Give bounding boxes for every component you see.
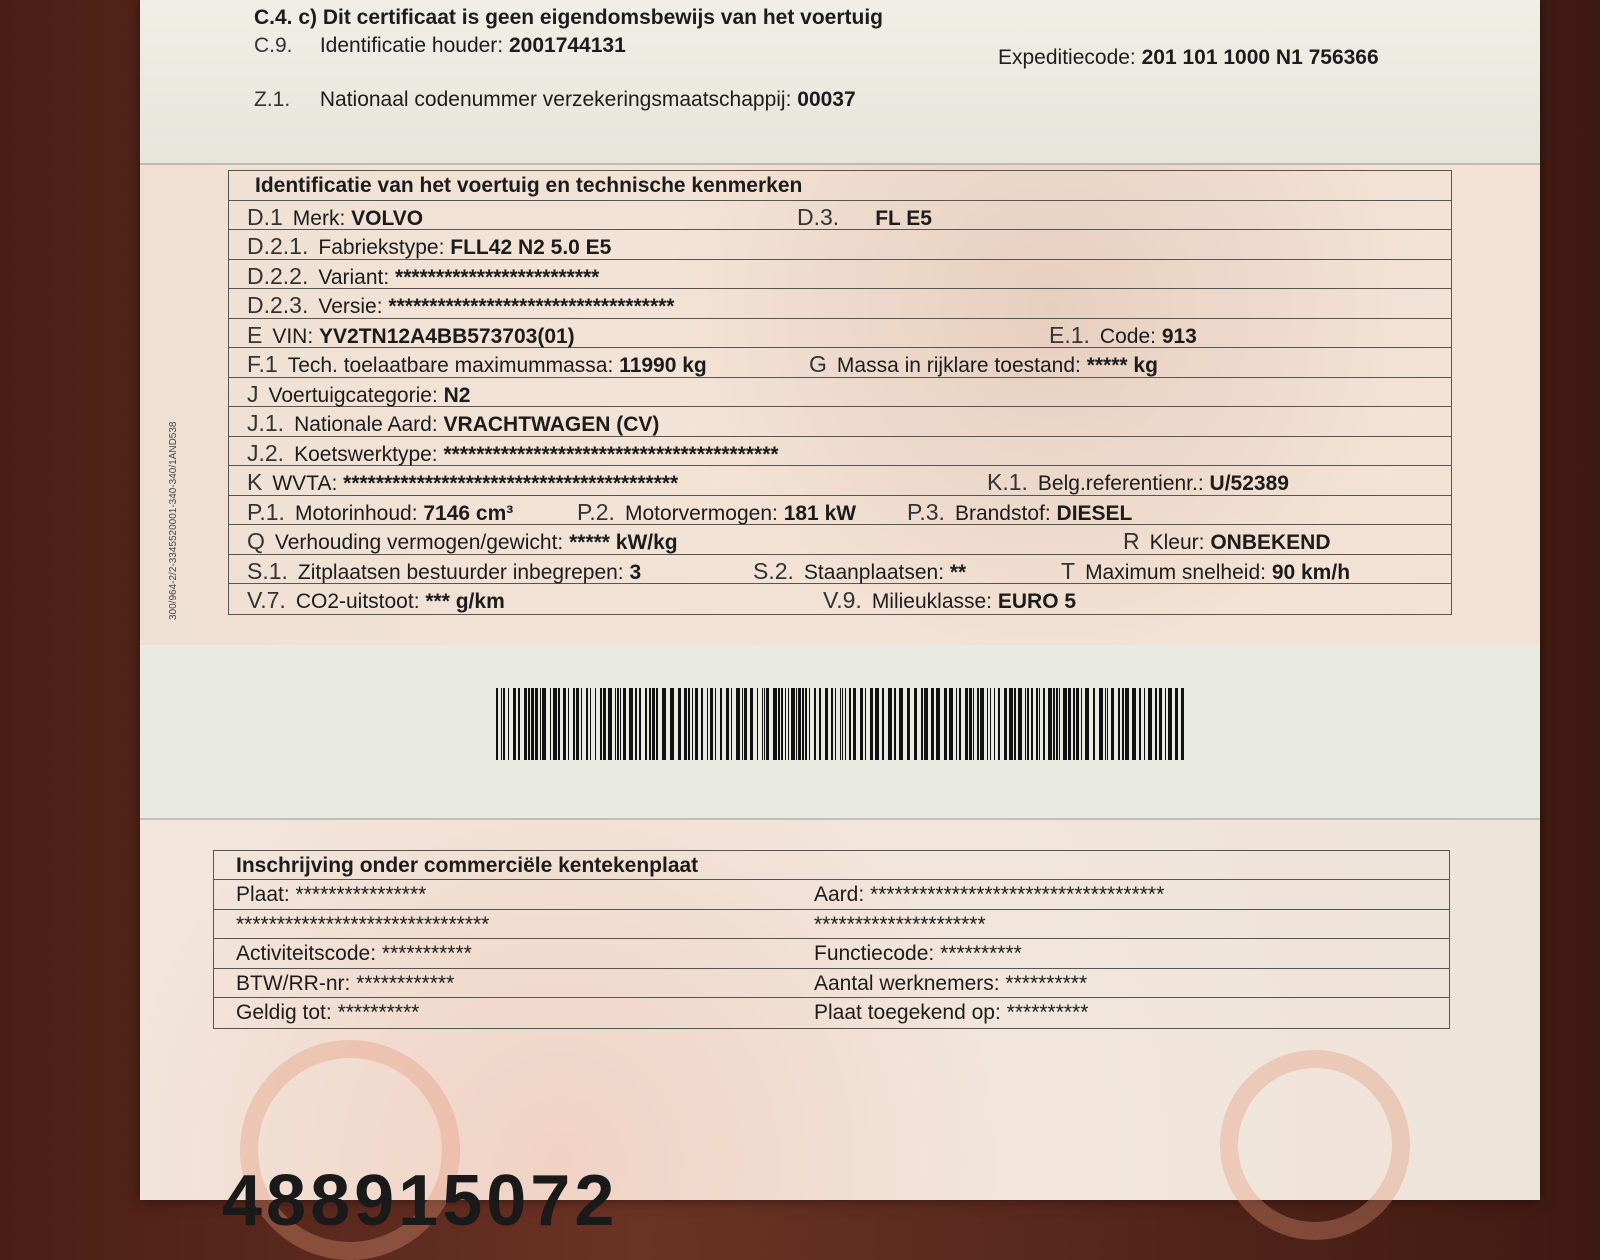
- d1-label: Merk:: [292, 206, 346, 230]
- barcode-bar: [802, 688, 804, 760]
- barcode-bar: [620, 688, 621, 760]
- barcode-bar: [977, 688, 979, 760]
- vin-value: YV2TN12A4BB573703(01): [319, 324, 575, 348]
- table-row: [229, 466, 1451, 496]
- barcode-bar: [1068, 688, 1071, 760]
- barcode-bar: [842, 688, 843, 760]
- barcode-bar: [528, 688, 530, 760]
- barcode-bar: [809, 688, 810, 760]
- barcode-bar: [615, 688, 616, 760]
- r-code: R: [1123, 528, 1140, 554]
- activiteit-value: ***********: [381, 942, 472, 965]
- barcode-bar: [688, 688, 690, 760]
- barcode-bar: [944, 688, 947, 760]
- barcode-bar: [608, 688, 612, 760]
- activiteit-label: Activiteitscode:: [236, 942, 377, 965]
- barcode-bar: [987, 688, 988, 760]
- row2-left-value: *******************************: [236, 912, 490, 936]
- p2-code: P.2.: [577, 498, 615, 525]
- barcode-bar: [524, 688, 527, 760]
- e1-code: E.1.: [1049, 321, 1090, 348]
- j1-code: J.1.: [247, 410, 285, 436]
- barcode-bar: [998, 688, 1000, 760]
- barcode-bar: [513, 688, 516, 760]
- d21-value: FLL42 N2 5.0 E5: [450, 236, 612, 259]
- barcode-bar: [710, 688, 713, 760]
- barcode-bar: [1053, 688, 1055, 760]
- barcode: [496, 688, 1198, 760]
- plaat-label: Plaat:: [236, 883, 290, 906]
- barcode-bar: [503, 688, 505, 760]
- barcode-bar: [603, 688, 606, 760]
- table-row: [214, 998, 1449, 1028]
- barcode-bar: [831, 688, 833, 760]
- d23-label: Versie:: [318, 295, 383, 318]
- barcode-bar: [791, 688, 795, 760]
- fold-crease: [140, 163, 1540, 165]
- barcode-bar: [1111, 688, 1114, 760]
- barcode-bar: [1148, 688, 1152, 760]
- d3-code: D.3.: [797, 203, 840, 230]
- p2-value: 181 kW: [783, 501, 857, 525]
- table-row: [229, 319, 1451, 349]
- btw-value: ************: [356, 971, 455, 995]
- fold-crease: [140, 818, 1540, 820]
- table-row: [229, 201, 1451, 231]
- barcode-bar: [617, 688, 619, 760]
- table-row: [229, 378, 1451, 408]
- barcode-bar: [540, 688, 541, 760]
- commercial-table: [213, 850, 1450, 1029]
- d22-value: *************************: [395, 265, 600, 289]
- barcode-bar: [531, 688, 534, 760]
- barcode-bar: [936, 688, 940, 760]
- table-row: [229, 171, 1451, 201]
- p1-value: 7146 cm³: [423, 501, 514, 525]
- row2-right-value: *********************: [814, 912, 986, 936]
- barcode-bar: [766, 688, 769, 760]
- table-row: [229, 584, 1451, 614]
- d21-code: D.2.1.: [247, 233, 309, 259]
- table-row: [229, 437, 1451, 467]
- table-row: [229, 348, 1451, 378]
- barcode-bar: [701, 688, 703, 760]
- e1-label: Code:: [1099, 324, 1156, 348]
- barcode-bar: [931, 688, 934, 760]
- table-row: [229, 555, 1451, 585]
- z1-code: Z.1.: [254, 88, 291, 111]
- c9-code: C.9.: [254, 34, 293, 57]
- barcode-bar: [973, 688, 974, 760]
- barcode-bar: [990, 688, 991, 760]
- f1-code: F.1: [247, 351, 278, 377]
- r-value: ONBEKEND: [1210, 531, 1331, 554]
- barcode-bar: [840, 688, 841, 760]
- k-label: WVTA:: [272, 472, 338, 495]
- barcode-bar: [692, 688, 693, 760]
- barcode-bar: [731, 688, 732, 760]
- s1-label: Zitplaatsen bestuurder inbegrepen:: [297, 560, 624, 584]
- j-code: J: [247, 380, 259, 407]
- barcode-bar: [1076, 688, 1079, 760]
- g-value: ***** kg: [1086, 354, 1158, 377]
- barcode-bar: [518, 688, 520, 760]
- barcode-bar: [736, 688, 740, 760]
- c4-notice: C.4. c) Dit certificaat is geen eigendomsbewijs van het voertuig: [254, 6, 884, 29]
- barcode-bar: [742, 688, 743, 760]
- table-row: [214, 969, 1449, 999]
- barcode-bar: [1139, 688, 1141, 760]
- table-row: [229, 407, 1451, 437]
- p3-label: Brandstof:: [954, 501, 1051, 525]
- barcode-bar: [684, 688, 687, 760]
- vehicle-table-title: Identificatie van het voertuig en technische kenmerken: [255, 174, 803, 197]
- barcode-bar: [508, 688, 509, 760]
- d22-label: Variant:: [318, 265, 390, 289]
- table-row: [214, 910, 1449, 940]
- table-row: [214, 939, 1449, 969]
- d1-code: D.1: [247, 203, 283, 230]
- d3-value: FL E5: [875, 206, 932, 230]
- j1-value: VRACHTWAGEN (CV): [443, 413, 660, 436]
- functie-value: **********: [940, 942, 1022, 965]
- t-value: 90 km/h: [1271, 560, 1351, 584]
- barcode-bar: [875, 688, 879, 760]
- toegekend-label: Plaat toegekend op:: [814, 1001, 1001, 1024]
- barcode-bar: [865, 688, 866, 760]
- e-label: VIN:: [272, 324, 314, 348]
- barcode-bar: [894, 688, 896, 760]
- j1-label: Nationale Aard:: [294, 413, 438, 436]
- barcode-bar: [835, 688, 836, 760]
- q-label: Verhouding vermogen/gewicht:: [274, 531, 564, 554]
- barcode-bar: [652, 688, 655, 760]
- v9-value: EURO 5: [997, 590, 1077, 613]
- barcode-bar: [1014, 688, 1016, 760]
- p1-label: Motorinhoud:: [294, 501, 418, 525]
- barcode-bar: [764, 688, 765, 760]
- barcode-bar: [1181, 688, 1184, 760]
- q-value: ***** kW/kg: [569, 531, 678, 554]
- s2-code: S.2.: [753, 557, 794, 584]
- f1-label: Tech. toelaatbare maximummassa:: [287, 354, 614, 377]
- btw-label: BTW/RR-nr:: [236, 971, 351, 995]
- barcode-bar: [1165, 688, 1166, 760]
- z1-label: Nationaal codenummer verzekeringsmaatschappij:: [319, 88, 792, 111]
- g-code: G: [809, 351, 827, 377]
- d23-code: D.2.3.: [247, 292, 309, 318]
- watermark-seal: [1220, 1050, 1410, 1240]
- barcode-bar: [1168, 688, 1172, 760]
- r-label: Kleur:: [1149, 531, 1205, 554]
- barcode-bar: [1059, 688, 1060, 760]
- v9-code: V.9.: [823, 587, 862, 613]
- barcode-bar: [576, 688, 579, 760]
- barcode-bar: [678, 688, 681, 760]
- barcode-bar: [819, 688, 821, 760]
- barcode-bar: [959, 688, 961, 760]
- s1-value: 3: [629, 560, 642, 584]
- barcode-bar: [980, 688, 984, 760]
- barcode-bar: [558, 688, 560, 760]
- barcode-bar: [1073, 688, 1075, 760]
- k-value: *****************************************: [343, 472, 679, 495]
- barcode-bar: [778, 688, 780, 760]
- barcode-bar: [590, 688, 591, 760]
- barcode-bar: [949, 688, 953, 760]
- v7-value: *** g/km: [425, 590, 505, 613]
- table-row: [229, 260, 1451, 290]
- toegekend-value: **********: [1006, 1001, 1089, 1024]
- commercial-title: Inschrijving onder commerciële kentekenplaat: [236, 854, 699, 877]
- j2-value: *****************************************: [443, 442, 779, 466]
- d23-value: ***********************************: [388, 295, 675, 318]
- p3-code: P.3.: [907, 498, 945, 525]
- barcode-bar: [849, 688, 851, 760]
- werknemers-value: **********: [1005, 971, 1088, 995]
- barcode-bar: [501, 688, 502, 760]
- q-code: Q: [247, 528, 265, 554]
- barcode-bar: [1107, 688, 1108, 760]
- side-reference: 300/964-2/2-3345520001-340-340/1AND538: [168, 421, 179, 620]
- t-label: Maximum snelheid:: [1085, 560, 1266, 584]
- barcode-bar: [907, 688, 910, 760]
- barcode-bar: [1027, 688, 1029, 760]
- k1-code: K.1.: [987, 469, 1028, 495]
- barcode-bar: [1155, 688, 1157, 760]
- barcode-bar: [715, 688, 716, 760]
- barcode-bar: [662, 688, 666, 760]
- barcode-bar: [1144, 688, 1145, 760]
- barcode-bar: [496, 688, 498, 760]
- s1-code: S.1.: [247, 557, 288, 584]
- barcode-bar: [750, 688, 753, 760]
- z1-value: 00037: [797, 88, 856, 111]
- barcode-bar: [563, 688, 566, 760]
- g-label: Massa in rijklare toestand:: [836, 354, 1081, 377]
- barcode-bar: [656, 688, 658, 760]
- plaat-value: ****************: [295, 883, 427, 906]
- barcode-bar: [860, 688, 863, 760]
- v7-code: V.7.: [247, 587, 286, 613]
- geldig-value: **********: [337, 1001, 420, 1024]
- barcode-bar: [1159, 688, 1162, 760]
- barcode-bar: [1009, 688, 1013, 760]
- barcode-bar: [1018, 688, 1022, 760]
- document-number: 488915072: [222, 1161, 619, 1241]
- k-code: K: [247, 469, 263, 495]
- barcode-bar: [1004, 688, 1007, 760]
- barcode-bar: [845, 688, 846, 760]
- j2-label: Koetswerktype:: [294, 442, 438, 466]
- barcode-bar: [924, 688, 928, 760]
- table-row: [229, 289, 1451, 319]
- barcode-bar: [1175, 688, 1178, 760]
- barcode-bar: [707, 688, 708, 760]
- barcode-bar: [1132, 688, 1136, 760]
- barcode-bar: [581, 688, 582, 760]
- f1-value: 11990 kg: [619, 354, 707, 377]
- barcode-bar: [635, 688, 637, 760]
- barcode-bar: [744, 688, 747, 760]
- barcode-bar: [781, 688, 783, 760]
- geldig-label: Geldig tot:: [236, 1001, 332, 1024]
- barcode-bar: [1063, 688, 1067, 760]
- barcode-bar: [1031, 688, 1033, 760]
- barcode-bar: [639, 688, 641, 760]
- barcode-bar: [899, 688, 903, 760]
- expeditie-value: 201 101 1000 N1 756366: [1141, 46, 1379, 69]
- c9-line: [254, 34, 626, 58]
- s2-label: Staanplaatsen:: [803, 560, 945, 584]
- p2-label: Motorvermogen:: [624, 501, 778, 525]
- table-row: [229, 230, 1451, 260]
- barcode-bar: [914, 688, 917, 760]
- j-value: N2: [443, 383, 471, 407]
- barcode-bar: [1125, 688, 1129, 760]
- k1-label: Belg.referentienr.:: [1037, 472, 1204, 495]
- barcode-bar: [568, 688, 569, 760]
- barcode-bar: [1081, 688, 1082, 760]
- d22-code: D.2.2.: [247, 262, 309, 289]
- barcode-bar: [762, 688, 763, 760]
- barcode-bar: [595, 688, 596, 760]
- barcode-bar: [550, 688, 551, 760]
- barcode-bar: [785, 688, 786, 760]
- barcode-bar: [670, 688, 674, 760]
- werknemers-label: Aantal werknemers:: [814, 971, 1000, 995]
- barcode-bar: [542, 688, 546, 760]
- barcode-bar: [757, 688, 758, 760]
- barcode-bar: [814, 688, 816, 760]
- barcode-bar: [1105, 688, 1106, 760]
- barcode-bar: [1036, 688, 1038, 760]
- barcode-bar: [870, 688, 873, 760]
- d21-label: Fabriekstype:: [318, 236, 445, 259]
- barcode-bar: [1039, 688, 1040, 760]
- barcode-bar: [535, 688, 538, 760]
- barcode-bar: [1093, 688, 1095, 760]
- barcode-bar: [553, 688, 557, 760]
- j2-code: J.2.: [247, 439, 285, 466]
- barcode-bar: [969, 688, 972, 760]
- barcode-bar: [796, 688, 797, 760]
- expeditie-label: Expeditiecode:: [998, 46, 1136, 69]
- aard-value: ************************************: [870, 883, 1165, 906]
- barcode-bar: [798, 688, 801, 760]
- barcode-bar: [1118, 688, 1120, 760]
- barcode-bar: [623, 688, 626, 760]
- j-label: Voertuigcategorie:: [268, 383, 438, 407]
- p1-code: P.1.: [247, 498, 285, 525]
- barcode-bar: [788, 688, 789, 760]
- barcode-bar: [1122, 688, 1124, 760]
- vehicle-table: [228, 170, 1452, 615]
- barcode-bar: [726, 688, 729, 760]
- barcode-bar: [649, 688, 651, 760]
- barcode-bar: [573, 688, 575, 760]
- barcode-bar: [1048, 688, 1052, 760]
- barcode-bar: [1056, 688, 1058, 760]
- barcode-bar: [853, 688, 856, 760]
- barcode-bar: [825, 688, 828, 760]
- d1-value: VOLVO: [351, 206, 424, 230]
- barcode-bar: [1099, 688, 1103, 760]
- e1-value: 913: [1161, 324, 1197, 348]
- barcode-bar: [720, 688, 722, 760]
- barcode-bar: [805, 688, 807, 760]
- barcode-bar: [921, 688, 923, 760]
- table-row: [214, 880, 1449, 910]
- barcode-bar: [956, 688, 957, 760]
- barcode-bar: [882, 688, 884, 760]
- barcode-bar: [965, 688, 968, 760]
- k1-value: U/52389: [1209, 472, 1289, 495]
- c9-label: Identificatie houder:: [319, 34, 504, 57]
- s2-value: **: [949, 560, 967, 584]
- t-code: T: [1061, 557, 1076, 584]
- barcode-bar: [600, 688, 602, 760]
- barcode-bar: [645, 688, 647, 760]
- barcode-bar: [888, 688, 892, 760]
- table-row: [229, 525, 1451, 555]
- v9-label: Milieuklasse:: [871, 590, 993, 613]
- barcode-bar: [629, 688, 633, 760]
- v7-label: CO2-uitstoot:: [295, 590, 420, 613]
- barcode-bar: [695, 688, 698, 760]
- z1-line: [254, 88, 856, 112]
- functie-label: Functiecode:: [814, 942, 935, 965]
- table-row: [229, 496, 1451, 526]
- barcode-bar: [586, 688, 588, 760]
- expeditie-line: [998, 46, 1379, 70]
- table-row: [214, 851, 1449, 880]
- e-code: E: [247, 321, 263, 348]
- barcode-bar: [773, 688, 777, 760]
- barcode-bar: [1085, 688, 1089, 760]
- barcode-bar: [1043, 688, 1045, 760]
- aard-label: Aard:: [814, 883, 865, 906]
- p3-value: DIESEL: [1056, 501, 1133, 525]
- barcode-bar: [1025, 688, 1026, 760]
- c9-value: 2001744131: [508, 34, 626, 57]
- barcode-bar: [994, 688, 995, 760]
